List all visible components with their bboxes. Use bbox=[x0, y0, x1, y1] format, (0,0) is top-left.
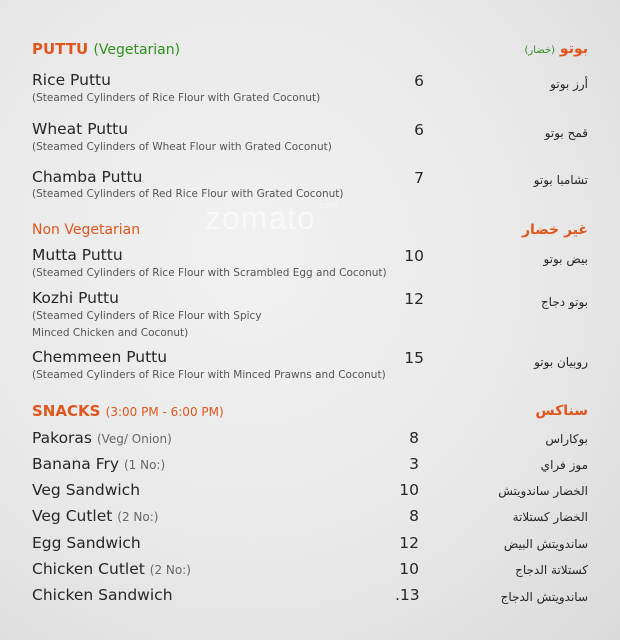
snack-item-price: .13 bbox=[395, 586, 420, 604]
menu-item-name-ar: قمح بوتو bbox=[544, 126, 588, 140]
menu-item-desc: (Steamed Cylinders of Rice Flour with Grated Coconut) bbox=[32, 92, 321, 104]
snack-item-name-ar: بوكاراس bbox=[545, 432, 588, 446]
snack-item-price: 8 bbox=[409, 507, 419, 525]
section-title-snacks: SNACKS (3:00 PM - 6:00 PM) bbox=[32, 402, 224, 420]
section-title-puttu: PUTTU (Vegetarian) bbox=[32, 40, 181, 58]
menu-item-name-ar: بيض بوتو bbox=[543, 252, 588, 266]
menu-item-name: Chamba Puttu bbox=[32, 168, 143, 186]
menu-item-name-ar: روبيان بوتو bbox=[534, 355, 588, 369]
snack-item-name: Egg Sandwich bbox=[32, 534, 141, 552]
menu-item-desc: (Steamed Cylinders of Rice Flour with Spicy bbox=[32, 310, 262, 322]
watermark: zomato$^{.com}$ bbox=[205, 200, 340, 236]
menu-item-price: 6 bbox=[414, 121, 424, 139]
snack-item-price: 12 bbox=[399, 534, 419, 552]
snack-item-name-ar: ساندويتش الدجاج bbox=[500, 590, 588, 604]
menu-item-name: Chemmeen Puttu bbox=[32, 348, 168, 366]
snack-item-name-ar: الخضار ساندويتش bbox=[498, 484, 588, 498]
snack-item-price: 3 bbox=[409, 455, 419, 473]
menu-item-name-ar: تشامبا بوتو bbox=[533, 173, 588, 187]
snack-item-price: 10 bbox=[399, 560, 419, 578]
snack-item-name: Veg Cutlet (2 No:) bbox=[32, 507, 159, 525]
snack-item-price: 10 bbox=[399, 481, 419, 499]
menu-item-desc: Minced Chicken and Coconut) bbox=[32, 327, 189, 339]
menu-item-desc: (Steamed Cylinders of Wheat Flour with Grated Coconut) bbox=[32, 141, 332, 153]
snack-item-name: Banana Fry (1 No:) bbox=[32, 455, 166, 473]
snack-item-name: Chicken Cutlet (2 No:) bbox=[32, 560, 191, 578]
snack-item-name-ar: الخضار كستلاتة bbox=[512, 510, 588, 524]
menu-item-desc: (Steamed Cylinders of Rice Flour with Minced Prawns and Coconut) bbox=[32, 369, 386, 381]
menu-item-name-ar: أرز بوتو bbox=[550, 77, 588, 91]
menu-item-desc: (Steamed Cylinders of Rice Flour with Scrambled Egg and Coconut) bbox=[32, 267, 387, 279]
menu-item-price: 6 bbox=[414, 72, 424, 90]
menu-item-price: 15 bbox=[404, 349, 424, 367]
menu-item-price: 12 bbox=[404, 290, 424, 308]
snack-item-name: Pakoras (Veg/ Onion) bbox=[32, 429, 172, 447]
menu-item-name-ar: بوتو دجاج bbox=[540, 295, 588, 309]
menu-item-name: Kozhi Puttu bbox=[32, 289, 119, 307]
snack-item-price: 8 bbox=[409, 429, 419, 447]
section-title-puttu-ar: بوتو (خضار) bbox=[524, 41, 588, 57]
menu-item-name: Rice Puttu bbox=[32, 71, 111, 89]
snack-item-name: Chicken Sandwich bbox=[32, 586, 173, 604]
section-title-nonveg: Non Vegetarian bbox=[32, 222, 141, 238]
snack-item-name-ar: ساندويتش البيض bbox=[503, 537, 588, 551]
section-title-snacks-ar: سناكس bbox=[535, 403, 588, 419]
menu-item-price: 7 bbox=[414, 169, 424, 187]
snack-item-name-ar: موز فراي bbox=[540, 458, 588, 472]
menu-item-name: Wheat Puttu bbox=[32, 120, 129, 138]
snack-item-name-ar: كستلاتة الدجاج bbox=[515, 563, 588, 577]
snack-item-name: Veg Sandwich bbox=[32, 481, 141, 499]
menu-item-price: 10 bbox=[404, 247, 424, 265]
menu-item-name: Mutta Puttu bbox=[32, 246, 123, 264]
menu-item-desc: (Steamed Cylinders of Red Rice Flour with Grated Coconut) bbox=[32, 188, 344, 200]
section-title-nonveg-ar: غير خضار bbox=[521, 222, 588, 238]
